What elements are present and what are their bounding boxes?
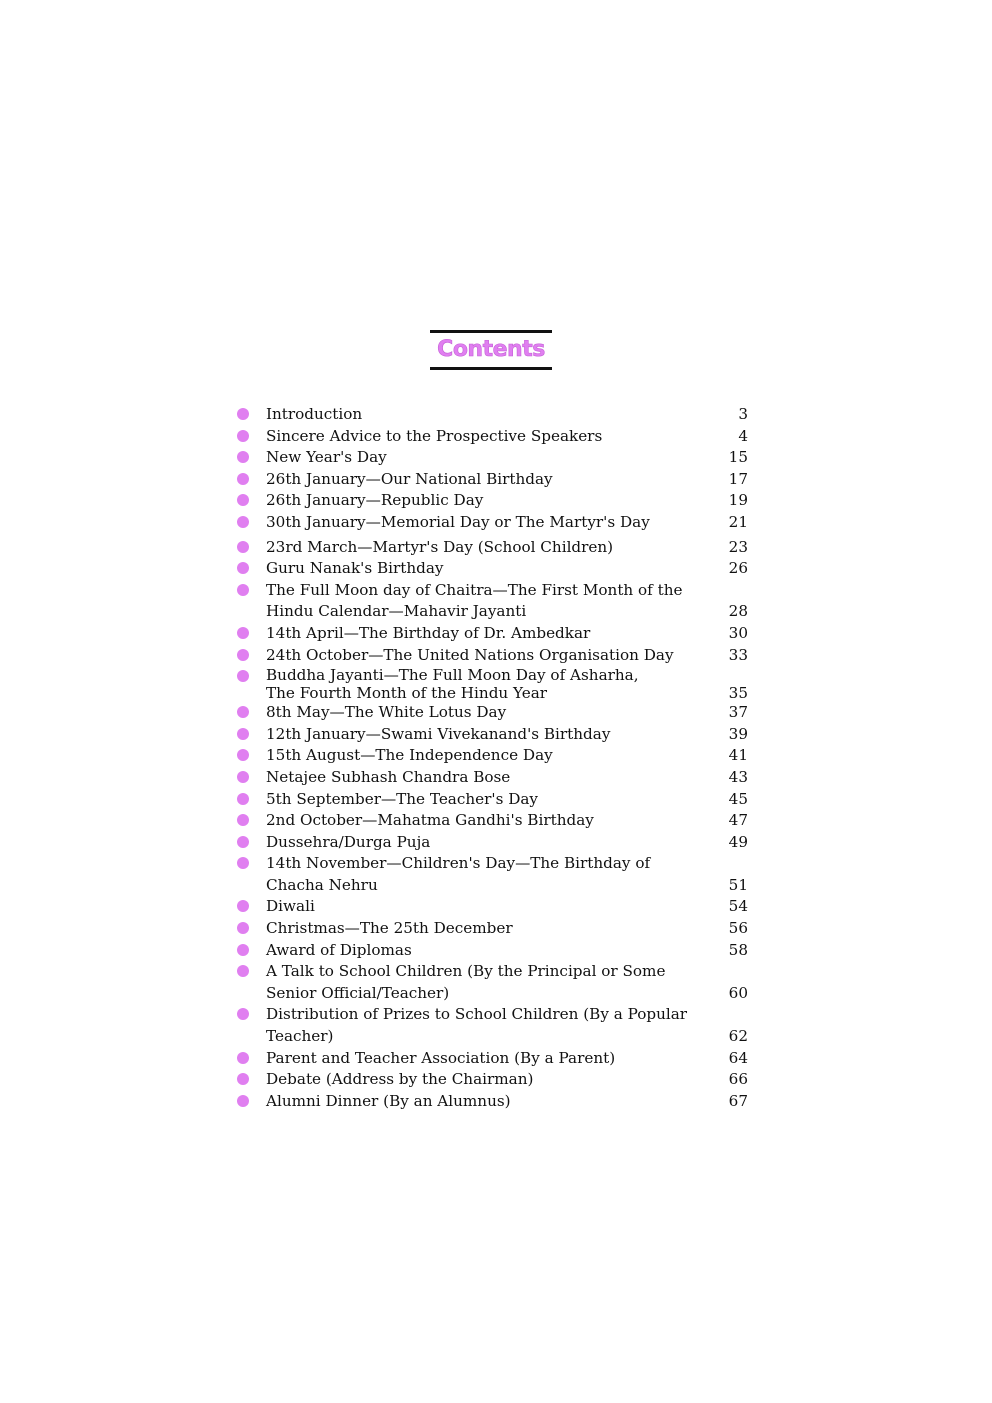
- toc-entry-title: 5th September—The Teacher's Day: [266, 789, 539, 808]
- toc-entry[interactable]: [236, 896, 748, 918]
- toc-entry-title: 2nd October—Mahatma Gandhi's Birthday: [266, 811, 594, 830]
- toc-entry[interactable]: [236, 961, 748, 1004]
- toc-entry[interactable]: [236, 580, 748, 623]
- bullet-icon: [237, 1008, 249, 1020]
- bullet-icon: [237, 670, 249, 682]
- toc-entry-title: Introduction: [266, 405, 363, 423]
- toc-entry-title: A Talk to School Children (By the Principal or Some: [266, 962, 666, 981]
- toc-entry[interactable]: [236, 558, 748, 580]
- bullet-icon: [237, 451, 249, 463]
- toc-page-number: 58: [728, 940, 748, 959]
- table-of-contents: [236, 404, 748, 1112]
- toc-entry-title: 30th January—Memorial Day or The Martyr's Day: [266, 512, 650, 531]
- toc-page-number: 39: [728, 724, 748, 743]
- contents-heading: [430, 330, 552, 370]
- bullet-icon: [237, 1052, 249, 1064]
- toc-page-number: 26: [728, 559, 748, 578]
- toc-entry-title: 26th January—Our National Birthday: [266, 469, 553, 488]
- toc-entry-title: Debate (Address by the Chairman): [266, 1070, 534, 1089]
- toc-page-number: 3: [738, 405, 748, 423]
- bullet-icon: [237, 627, 249, 639]
- toc-page-number: 28: [728, 602, 748, 621]
- toc-entry-title: Award of Diplomas: [266, 940, 412, 959]
- toc-page-number: 49: [728, 832, 748, 851]
- toc-page-number: 4: [738, 426, 748, 445]
- toc-page-number: 33: [728, 645, 748, 664]
- bullet-icon: [237, 1095, 249, 1107]
- toc-page-number: 62: [728, 1027, 748, 1046]
- toc-page-number: 41: [728, 746, 748, 765]
- toc-entry-title: Buddha Jayanti—The Full Moon Day of Asharha,: [266, 666, 639, 685]
- toc-entry[interactable]: [236, 404, 748, 426]
- toc-entry[interactable]: [236, 1069, 748, 1091]
- bullet-icon: [237, 706, 249, 718]
- toc-entry[interactable]: [236, 745, 748, 767]
- toc-entry-title: The Full Moon day of Chaitra—The First Month of the: [266, 580, 683, 599]
- bullet-icon: [237, 516, 249, 528]
- toc-page-number: 51: [728, 875, 748, 894]
- toc-page-number: 45: [728, 789, 748, 808]
- toc-page-number: 19: [728, 491, 748, 510]
- toc-entry-title: Christmas—The 25th December: [266, 919, 513, 938]
- toc-entry-title: Chacha Nehru: [266, 875, 378, 894]
- bullet-icon: [237, 494, 249, 506]
- bullet-icon: [237, 836, 249, 848]
- toc-entry-title: Netajee Subhash Chandra Bose: [266, 767, 511, 786]
- toc-entry-title: 26th January—Republic Day: [266, 491, 484, 510]
- bullet-icon: [237, 793, 249, 805]
- bullet-icon: [237, 430, 249, 442]
- toc-entry-title: Guru Nanak's Birthday: [266, 559, 444, 578]
- bullet-icon: [237, 1073, 249, 1085]
- bullet-icon: [237, 857, 249, 869]
- toc-page-number: 47: [728, 811, 748, 830]
- toc-entry[interactable]: [236, 789, 748, 811]
- toc-entry[interactable]: [236, 918, 748, 940]
- toc-entry-title: Alumni Dinner (By an Alumnus): [266, 1091, 511, 1110]
- toc-entry-title: Diwali: [266, 897, 315, 916]
- toc-entry-title: Senior Official/Teacher): [266, 983, 450, 1002]
- toc-page-number: 23: [728, 537, 748, 556]
- toc-page-number: 37: [728, 703, 748, 722]
- toc-entry-title: New Year's Day: [266, 448, 387, 467]
- bullet-icon: [237, 408, 249, 420]
- toc-entry-title: 15th August—The Independence Day: [266, 746, 553, 765]
- toc-entry-title: 12th January—Swami Vivekanand's Birthday: [266, 724, 611, 743]
- toc-entry[interactable]: [236, 832, 748, 854]
- bullet-icon: [237, 900, 249, 912]
- toc-page-number: 21: [728, 512, 748, 531]
- toc-entry-title: Distribution of Prizes to School Children (By a Popular: [266, 1005, 688, 1024]
- toc-entry[interactable]: [236, 537, 748, 559]
- toc-page-number: 64: [728, 1048, 748, 1067]
- toc-entry[interactable]: [236, 1091, 748, 1113]
- toc-entry[interactable]: [236, 623, 748, 645]
- bullet-icon: [237, 584, 249, 596]
- toc-entry[interactable]: [236, 426, 748, 448]
- toc-entry[interactable]: [236, 645, 748, 667]
- toc-entry-title: Teacher): [266, 1027, 334, 1046]
- bullet-icon: [237, 965, 249, 977]
- toc-entry[interactable]: [236, 512, 748, 534]
- toc-page-number: 67: [728, 1091, 748, 1110]
- bullet-icon: [237, 649, 249, 661]
- page-title: Contents: [437, 337, 545, 362]
- toc-page-number: 30: [728, 623, 748, 642]
- bullet-icon: [237, 922, 249, 934]
- toc-entry-title: 23rd March—Martyr's Day (School Children): [266, 537, 614, 556]
- toc-entry-title: Parent and Teacher Association (By a Parent): [266, 1048, 616, 1067]
- toc-entry[interactable]: [236, 469, 748, 491]
- toc-entry-title: Dussehra/Durga Puja: [266, 832, 431, 851]
- toc-entry[interactable]: [236, 767, 748, 789]
- toc-entry[interactable]: [236, 490, 748, 512]
- toc-page-number: 17: [728, 469, 748, 488]
- bullet-icon: [237, 473, 249, 485]
- toc-page-number: 54: [728, 897, 748, 916]
- toc-page-number: 56: [728, 919, 748, 938]
- bullet-icon: [237, 562, 249, 574]
- toc-page-number: 43: [728, 767, 748, 786]
- bullet-icon: [237, 728, 249, 740]
- toc-entry-title: 14th November—Children's Day—The Birthday of: [266, 854, 651, 873]
- toc-entry-title: 24th October—The United Nations Organisation Day: [266, 645, 674, 664]
- toc-entry[interactable]: [236, 940, 748, 962]
- toc-page-number: 66: [728, 1070, 748, 1089]
- bullet-icon: [237, 814, 249, 826]
- toc-entry-title: 8th May—The White Lotus Day: [266, 703, 507, 722]
- toc-entry-title: The Fourth Month of the Hindu Year: [266, 684, 548, 703]
- toc-entry-title: 14th April—The Birthday of Dr. Ambedkar: [266, 623, 591, 642]
- toc-entry[interactable]: [236, 1004, 748, 1047]
- toc-entry[interactable]: [236, 724, 748, 746]
- toc-entry-title: Hindu Calendar—Mahavir Jayanti: [266, 602, 527, 621]
- toc-entry[interactable]: [236, 447, 748, 469]
- toc-entry[interactable]: [236, 853, 748, 896]
- bullet-icon: [237, 944, 249, 956]
- bullet-icon: [237, 749, 249, 761]
- toc-entry[interactable]: [236, 702, 748, 724]
- toc-page-number: 35: [728, 684, 748, 703]
- toc-page-number: 60: [728, 983, 748, 1002]
- toc-entry[interactable]: [236, 810, 748, 832]
- toc-page-number: 15: [728, 448, 748, 467]
- toc-entry[interactable]: [236, 1048, 748, 1070]
- toc-entry[interactable]: [236, 666, 748, 702]
- bullet-icon: [237, 541, 249, 553]
- toc-entry-title: Sincere Advice to the Prospective Speakers: [266, 426, 603, 445]
- bullet-icon: [237, 771, 249, 783]
